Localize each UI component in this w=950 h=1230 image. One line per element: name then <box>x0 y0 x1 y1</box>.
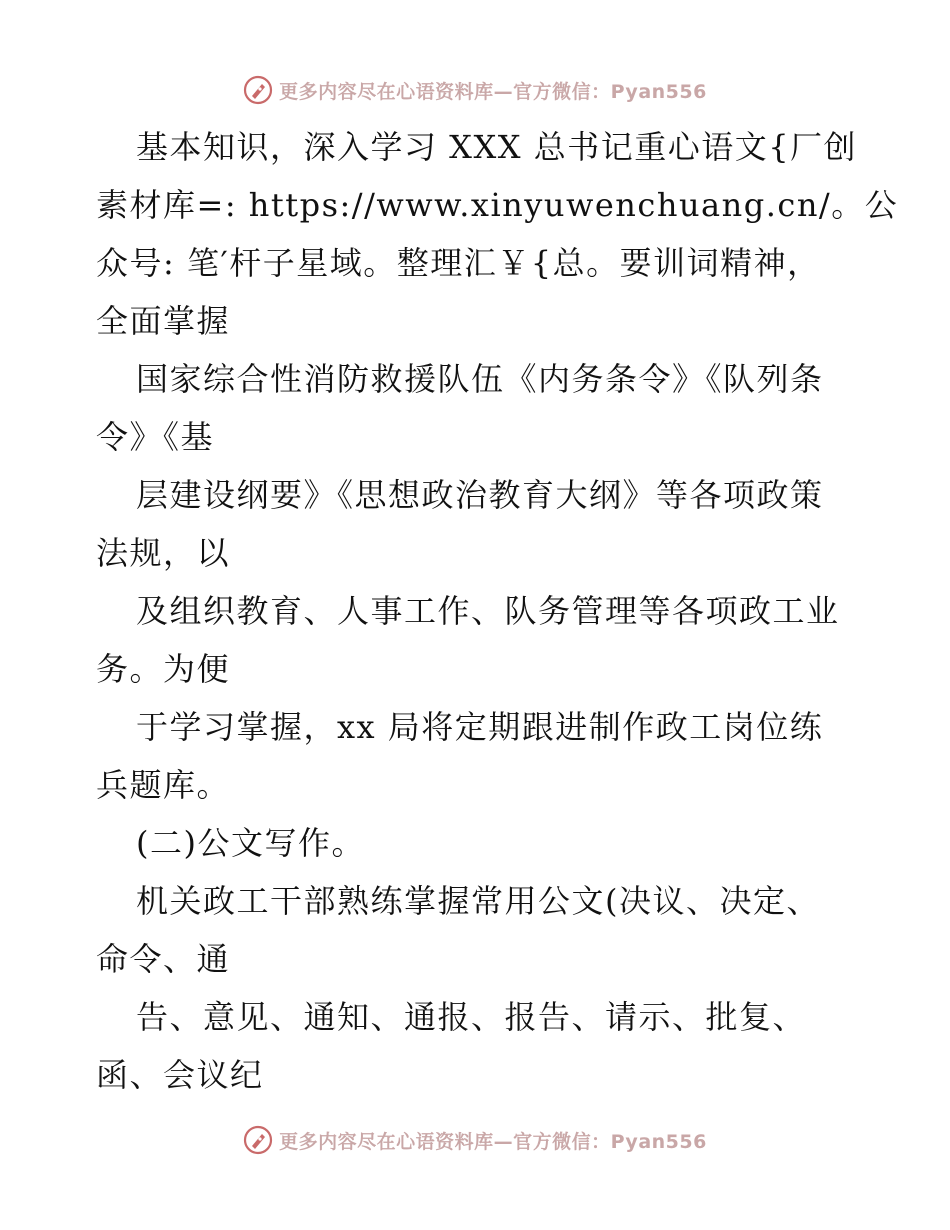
pen-nib-logo-icon <box>243 1125 273 1155</box>
paragraph-line: 国家综合性消防救援队伍《内务条令》《队列条 <box>136 360 824 398</box>
paragraph-line: 全面掌握 <box>96 302 231 340</box>
paragraph-line: 众号: 笔′杆子星域。整理汇￥{总。要训词精神， <box>96 244 821 282</box>
paragraph-line: 告、意见、通知、通报、报告、请示、批复、 <box>136 998 807 1036</box>
paragraph-line: 基本知识，深入学习 XXX 总书记重心语文{厂创 <box>136 128 858 166</box>
footer-watermark-banner <box>0 1120 950 1160</box>
header-watermark-banner <box>0 70 950 110</box>
paragraph-line: 素材库=: https://www.xinyuwenchuang.cn/。公 <box>96 186 899 224</box>
paragraph-line: 函、会议纪 <box>96 1056 264 1094</box>
paragraph-line: 及组织教育、人事工作、队务管理等各项政工业 <box>136 592 840 630</box>
paragraph-line: 于学习掌握，xx 局将定期跟进制作政工岗位练 <box>136 708 824 746</box>
footer-watermark-text: 更多内容尽在心语资料库—官方微信：Pyan556 <box>279 1130 707 1153</box>
document-body <box>96 118 899 1104</box>
pen-nib-logo-icon <box>243 75 273 105</box>
header-watermark-text: 更多内容尽在心语资料库—官方微信：Pyan556 <box>279 80 707 103</box>
paragraph-line: 机关政工干部熟练掌握常用公文(决议、决定、 <box>136 882 820 920</box>
paragraph-line: 令》《基 <box>96 418 215 456</box>
paragraph-line: 命令、通 <box>96 940 231 978</box>
section-heading: (二)公文写作。 <box>136 824 365 862</box>
paragraph-line: 层建设纲要》《思想政治教育大纲》等各项政策 <box>136 476 824 514</box>
paragraph-line: 法规，以 <box>96 534 231 572</box>
paragraph-line: 兵题库。 <box>96 766 231 804</box>
paragraph-line: 务。为便 <box>96 650 231 688</box>
